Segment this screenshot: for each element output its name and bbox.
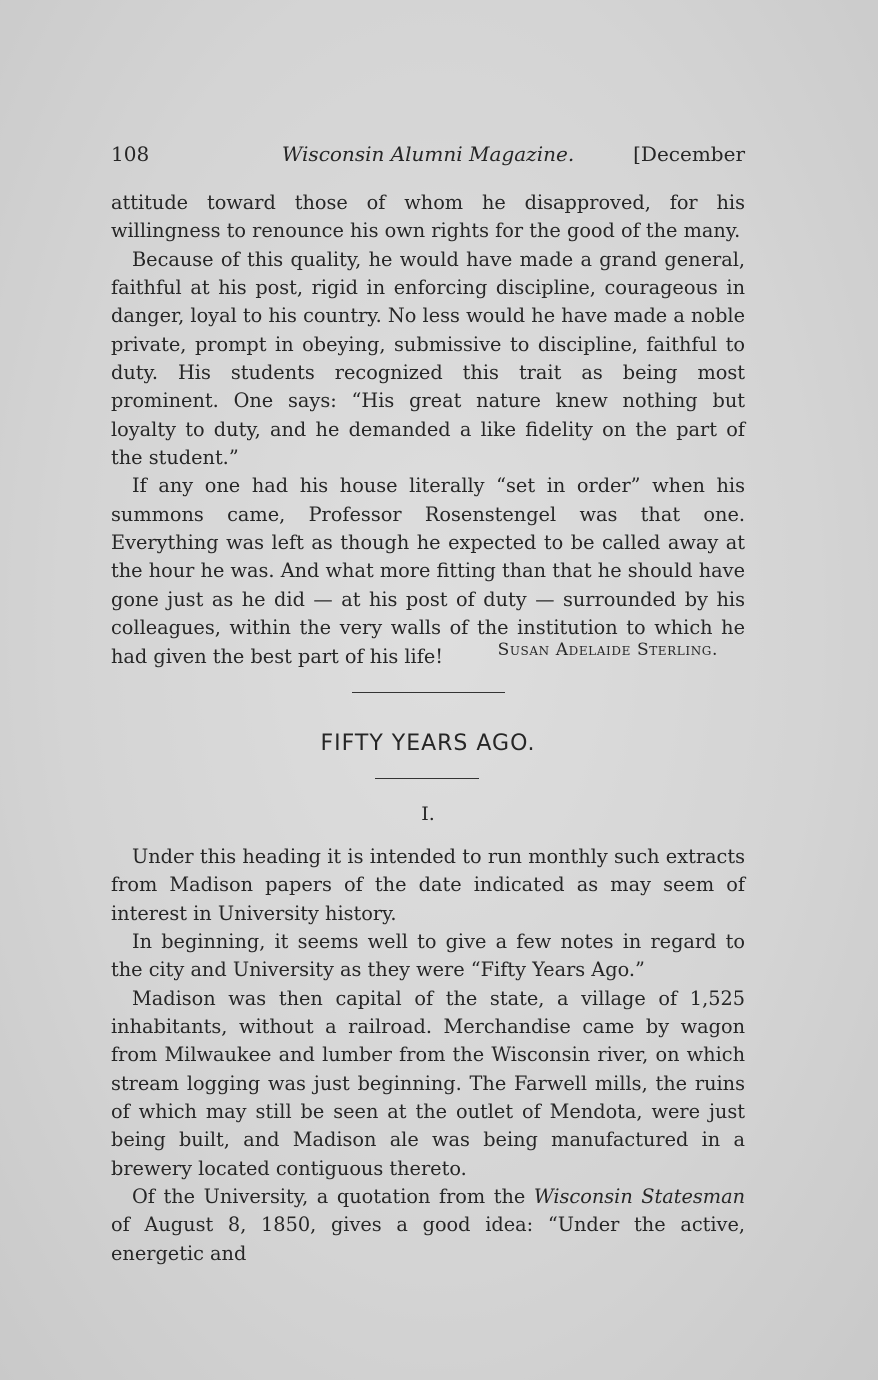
running-header (111, 142, 745, 170)
article-heading: FIFTY YEARS AGO. (320, 731, 536, 756)
article-body (111, 843, 745, 1268)
heading-rule (375, 778, 479, 779)
paragraph: Under this heading it is intended to run monthly such extracts from Madison papers of the date indicated as may seem of interest in University history. (111, 845, 745, 925)
section-number: I. (421, 803, 435, 825)
page-number: 108 (111, 142, 150, 166)
section-divider (352, 692, 505, 693)
paragraph: attitude toward those of whom he disapproved, for his willingness to renounce his own rights for the good of the many. (111, 191, 745, 243)
issue-month: [December (633, 142, 745, 166)
text-run: Of the University, a quotation from the (132, 1185, 534, 1209)
journal-title: Wisconsin Alumni Magazine. (281, 142, 575, 166)
article-body-continued (111, 189, 745, 671)
paragraph-last (111, 1183, 745, 1268)
paragraph: Because of this quality, he would have made a grand general, faithful at his post, rigid in enforcing discipline, courageous in danger, loyal to his country. No less would he have made a noble private, prompt in obeying, submissive to discipline, faithful to duty. His students recognized this trait as being most prominent. One says: “His great nature knew nothing but loyalty to duty, and he demanded a like fidelity on the part of the student.” (111, 247, 745, 470)
paragraph: In beginning, it seems well to give a few notes in regard to the city and University as they were “Fifty Years Ago.” (111, 930, 745, 982)
text-run: of August 8, 1850, gives a good idea: “Under the active, energetic and (111, 1213, 745, 1265)
newspaper-title: Wisconsin Statesman (533, 1185, 745, 1209)
paragraph: If any one had his house literally “set in order” when his summons came, Professor Rosenstengel was that one. Everything was left as though he expected to be called away at the hour he was. And what more fitting than that he should have gone just as he did — at his post of duty — surrounded by his colleagues, within the very walls of the institution to which he had given the best part of his life! (111, 474, 745, 668)
author-signature: Susan Adelaide Sterling. (497, 640, 718, 660)
paragraph: Madison was then capital of the state, a village of 1,525 inhabitants, without a railroad. Merchandise came by wagon from Milwaukee and lumber from the Wisconsin river, on which stream logging was just beginning. The Farwell mills, the ruins of which may still be seen at the outlet of Mendota, were just being built, and Madison ale was being manufactured in a brewery located contiguous thereto. (111, 986, 745, 1180)
